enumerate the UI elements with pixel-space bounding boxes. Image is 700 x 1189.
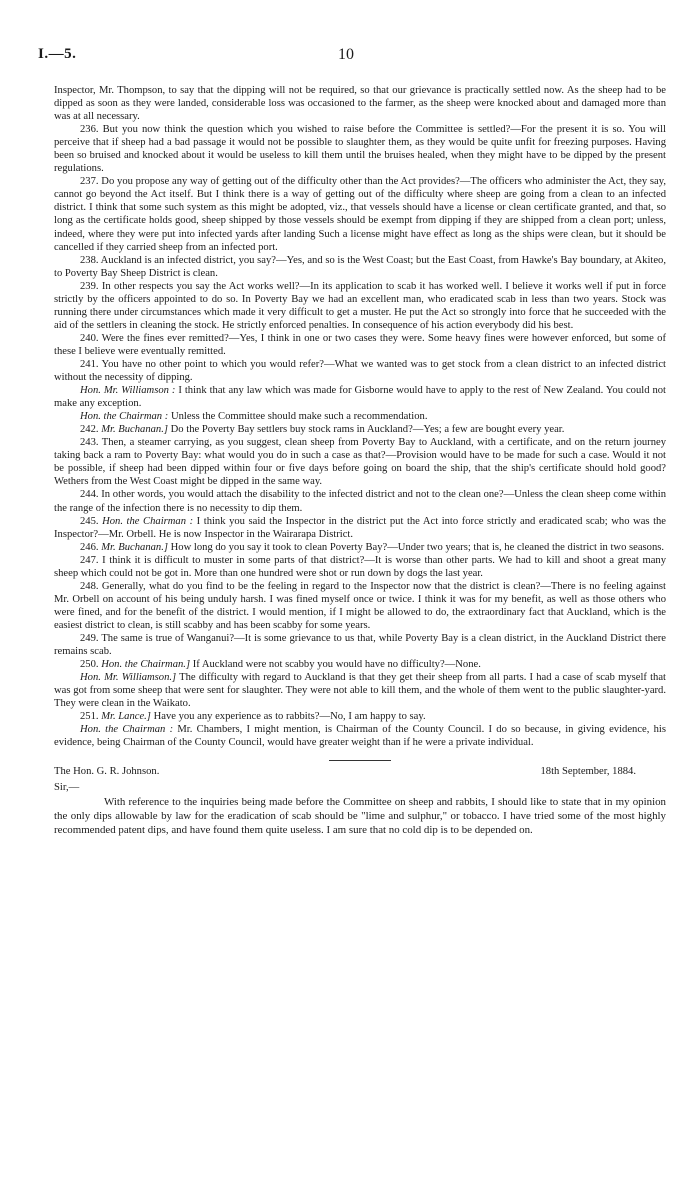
evidence-paragraph [54,280,666,332]
evidence-paragraph [54,632,666,658]
paragraph-text: 239. In other respects you say the Act works well?—In its application to scab it has worked well. I believe it works well if put in force strictly by the officers appointed to do so. In Poverty Bay we had an excellent man, who eradicated scab in less than two years. Stock was running there under circumstances which made it very difficult to get a muster. He put the Act so strongly into force that he succeeded with the aid of the settlers in cleaning the stock. He strictly enforced penalties. In consequence of his action everybody did his best. [54,280,666,331]
document-reference: I.—5. [38,46,77,62]
paragraph-text: Unless the Committee should make such a recommendation. [170,411,428,423]
paragraph-text: 248. Generally, what do you find to be the feeling in regard to the Inspector now that the district is clean?—There is no feeling against Mr. Orbell on account of his being unduly harsh. I was fined myself once or twice. I think it was for my benefit, as well as those others who were fined, and for the benefit of the district. I would mention, if I might be allowed to do, the extraordinary fact that Auckland, which is the easiest district to clean, is still scabby and has been scabby for some years. [54,580,666,631]
letter-addressee: The Hon. G. R. Johnson. [54,766,160,778]
paragraph-text: 249. The same is true of Wanganui?—It is some grievance to us that, while Poverty Bay is a clean district, in the Auckland District there remains scab. [54,632,666,658]
speaker-name: Hon. the Chairman : [80,724,174,736]
evidence-paragraph [54,175,666,253]
question-number: 250. [80,659,99,671]
paragraph-text: I think you said the Inspector in the district put the Act into force strictly and eradicated scab; who was the Inspector?—Mr. Orbell. He is now Inspector in the Wairarapa District. [54,515,667,540]
evidence-paragraph [54,723,666,749]
paragraph-text: How long do you say it took to clean Poverty Bay?—Under two years; that is, he cleaned the district in two seasons. [170,541,665,553]
paragraph-text: 238. Auckland is an infected district, you say?—Yes, and so is the West Coast; but the East Coast, from Hawke's Bay boundary, at Akiteo, to Poverty Bay Sheep District is clean. [54,254,666,279]
evidence-paragraph [54,541,666,554]
question-number: 245. [80,515,99,527]
evidence-paragraphs [54,84,666,749]
page-header [38,46,666,66]
speaker-name: Hon. the Chairman : [80,411,169,423]
evidence-paragraph [54,580,666,632]
evidence-paragraph [54,554,666,580]
letter-date: 18th September, 1884. [540,766,636,778]
page-number: 10 [338,46,354,63]
speaker-name: Hon. the Chairman.] [101,659,191,671]
question-number: 242. [80,424,99,436]
letter [54,760,666,837]
paragraph-text: The difficulty with regard to Auckland is that they get their sheep from all parts. I had a case of scab myself that was got from some sheep that were sent for slaughter. They were not able to kill them, and the whole of them went to the public slaughter-yard. They were clean in the Waikato. [54,672,666,710]
evidence-paragraph [54,384,666,410]
evidence-paragraph [54,436,666,488]
letter-salutation: Sir,— [54,782,80,794]
evidence-paragraph [54,410,666,423]
paragraph-text: 237. Do you propose any way of getting out of the difficulty other than the Act provides?—The officers who administer the Act, they say, cannot go beyond the Act itself. But I think there is a way of getting out of the difficulty where sheep are going from a clean to an infected district. I think that some such system as this might be adopted, viz., that vessels should have a license or clean certificate granted, and that, so long as the certificate holds good, sheep shipped by those vessels should be exempt from dipping if they are shipped from a clean port; unless, indeed, where they were put into infected yards after landing Such a license might have effect as long as the ships were clean, but it should be cancelled if they carried sheep from an infected port. [54,176,666,253]
evidence-paragraph [54,671,666,710]
paragraph-text: Inspector, Mr. Thompson, to say that the dipping will not be required, so that our grievance is practically settled now. As the sheep had to be dipped as soon as they were landed, considerable loss was occasioned to the farmer, as the sheep were knocked about and damaged more than was at all necessary. [54,85,666,123]
evidence-paragraph [54,332,666,358]
paragraph-text: 244. In other words, you would attach the disability to the infected district and not to the clean one?—Unless the clean sheep come within the range of the infection there is no necessity to dip them. [54,489,666,514]
paragraph-text: 247. I think it is difficult to muster in some parts of that district?—It is worse than other parts. We had to kill and shoot a great many sheep which could not be got in. More than one hundred were shot or run down by dogs the last year. [54,554,666,579]
evidence-paragraph [54,84,666,123]
evidence-paragraph [54,358,666,384]
paragraph-text: 241. You have no other point to which you would refer?—What we wanted was to get stock from a clean district to an infected district without the necessity of dipping. [54,358,666,384]
letter-body: With reference to the inquiries being made before the Committee on sheep and rabbits, I should like to state that in my opinion the only dips allowable by law for the eradication of scab should be "lime and sulphur," or tobacco. I have tried some of the most highly recommended patent dips, and have found them quite useless. I am sure that no cold dip is to be depended on. [54,796,666,836]
evidence-paragraph [54,515,666,541]
paragraph-text: If Auckland were not scabby you would have no difficulty?—None. [192,659,481,671]
speaker-name: Mr. Buchanan.] [101,424,168,436]
evidence-paragraph [54,123,666,175]
question-number: 246. [80,541,99,553]
evidence-body [54,84,666,837]
speaker-name: Hon. Mr. Williamson.] [80,672,177,684]
evidence-paragraph [54,710,666,723]
speaker-name: Hon. the Chairman : [102,515,194,527]
paragraph-text: 243. Then, a steamer carrying, as you suggest, clean sheep from Poverty Bay to Auckland, with a certificate, and on the return journey taking back a ram to Poverty Bay: what would you do in such a case as that?—Provision would have to be made for such a case. Would it not be possible, if sheep had been dipped within four or five days before going on board the ship, that the ship's certificate should hold good? Wethers from the West Coast might be dipped in the same way. [54,437,666,488]
paragraph-text: Mr. Chambers, I might mention, is Chairman of the County Council. I do so because, in giving evidence, his evidence, being Chairman of the County Council, would have greater weight than if he were a private individual. [54,724,666,749]
evidence-paragraph [54,488,666,514]
speaker-name: Mr. Buchanan.] [101,541,168,553]
paragraph-text: 236. But you now think the question which you wished to raise before the Committee is settled?—For the present it is so. You will perceive that if sheep had a bad passage it would not be possible to slaughter them, as they would be quite unfit for freezing purposes. Having been so bruised and knocked about it would be useless to kill them until the bruises healed, when they might have to be dipped by the present regulations. [54,124,666,175]
speaker-name: Mr. Lance.] [101,711,151,723]
paragraph-text: Do the Poverty Bay settlers buy stock rams in Auckland?—Yes; a few are bought every year. [170,424,565,436]
question-number: 251. [80,711,99,723]
section-divider [329,760,391,761]
evidence-paragraph [54,423,666,436]
letter-heading [54,765,666,779]
paragraph-text: I think that any law which was made for Gisborne would have to apply to the rest of New Zealand. You could not make any exception. [54,385,666,410]
evidence-paragraph [54,254,666,280]
paragraph-text: Have you any experience as to rabbits?—No, I am happy to say. [153,711,426,723]
evidence-paragraph [54,658,666,671]
speaker-name: Hon. Mr. Williamson : [80,385,176,397]
paragraph-text: 240. Were the fines ever remitted?—Yes, I think in one or two cases they were. Some heavy fines were however enforced, but some of these I believe were eventually remitted. [54,332,666,357]
